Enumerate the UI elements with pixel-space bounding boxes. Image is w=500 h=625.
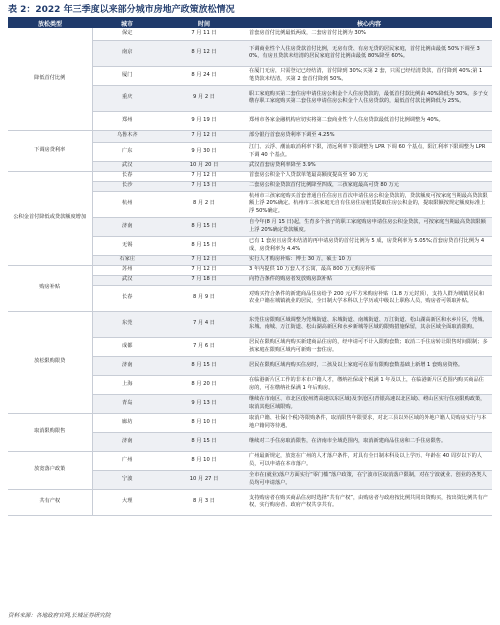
content-cell: 郑州市各家金融机构应切实将第二套商业性个人住房贷款最低首付比例调整为 40%。: [246, 111, 492, 130]
category-cell: 下调房贷利率: [8, 130, 92, 171]
date-cell: 8 月 15 日: [162, 356, 246, 375]
content-cell: 继续对二手住房取消限售，在济南市全域范围内，取消新建商品住房和二手住房限售。: [246, 432, 492, 451]
content-cell: 自今年(8 月 15 日)起，生育多个孩子的职工家庭购房申请住房公积金贷款，可按家庭当期最高贷款限额上浮 20%确定贷款额度。: [246, 217, 492, 236]
city-cell: 杭州: [92, 191, 162, 217]
table-row: [8, 265, 492, 275]
city-cell: 重庆: [92, 85, 162, 111]
date-cell: 7 月 18 日: [162, 275, 246, 285]
category-cell: 放松限购限贷: [8, 311, 92, 413]
header-date: 时间: [162, 18, 246, 28]
city-cell: 石家庄: [92, 255, 162, 265]
date-cell: 9 月 2 日: [162, 85, 246, 111]
date-cell: 8 月 10 日: [162, 413, 246, 432]
header-content: 核心内容: [246, 18, 492, 28]
city-cell: 苏州: [92, 265, 162, 275]
date-cell: 7 月 11 日: [162, 28, 246, 40]
category-cell: 购房补贴: [8, 265, 92, 311]
policy-table: [8, 18, 492, 516]
table-row: [8, 171, 492, 181]
date-cell: 8 月 9 日: [162, 285, 246, 311]
content-cell: 向符合条件的购房者发放购房款补贴: [246, 275, 492, 285]
date-cell: 8 月 15 日: [162, 217, 246, 236]
content-cell: 实行人才购房补贴：博士 30 万，硕士 10 万: [246, 255, 492, 265]
city-cell: 济南: [92, 432, 162, 451]
date-cell: 7 月 6 日: [162, 337, 246, 356]
city-cell: 长春: [92, 285, 162, 311]
city-cell: 宁波: [92, 470, 162, 489]
category-cell: 共有产权: [8, 489, 92, 515]
city-cell: 乌鲁木齐: [92, 130, 162, 142]
city-cell: 成都: [92, 337, 162, 356]
category-cell: 放宽落户政策: [8, 451, 92, 489]
content-cell: 对购买符合条件的新建商品住房给予 200 元/平方米购房补贴（1.8 万元封顶），支持人群为城镇居民和农业户籍在城镇就业的居民，全日制大学本科以上学历或中级以上职称人员，购房者可领取补贴。: [246, 285, 492, 311]
date-cell: 7 月 12 日: [162, 171, 246, 181]
content-cell: 职工家庭购买第二套住房申请住房公积金个人住房贷款的，最低首付款比例由 40%降低为 30%。多子女缴存职工家庭购买第二套住房申请住房公积金个人住房贷款的，最低首付款比例降低为 25%。: [246, 85, 492, 111]
date-cell: 7 月 13 日: [162, 181, 246, 191]
city-cell: 东莞: [92, 311, 162, 337]
date-cell: 7 月 12 日: [162, 255, 246, 265]
content-cell: 已有 1 套房且房贷未结清的再申请房贷的首付比例为 5 成，房贷利率为 5.05%;首套房贷首付比例为 4 成，房贷利率为 4.4%: [246, 236, 492, 255]
date-cell: 9 月 30 日: [162, 142, 246, 161]
date-cell: 9 月 13 日: [162, 394, 246, 413]
category-cell: 取消限购限售: [8, 413, 92, 451]
content-cell: 东莞住房限购区域调整为莞城街道、东城街道、南城街道、万江街道、松山湖高新区和水乡片区，莞城、东城、南城、万江街道、松山湖高新区和水乡新城等区域的限购措施保留，其余区域全面取消限购。: [246, 311, 492, 337]
content-cell: 江门、云浮、潮汕取消利率下限，清远利率下限调整为 LPR 下调 60 个基点，阳江利率下限调整为 LPR 下调 40 个基点。: [246, 142, 492, 161]
city-cell: 济南: [92, 356, 162, 375]
content-cell: 部分银行首套房贷利率下调至 4.25%: [246, 130, 492, 142]
content-cell: 首套房公积金个人贷款单笔最高额度提高至 90 万元: [246, 171, 492, 181]
category-cell: 公积金首付降低或贷款额度增加: [8, 171, 92, 265]
content-cell: 广州最新规定，放宽在广州的人才落户条件，对具有全日制本科及以上学历、年龄在 40 周岁以下的人员，可以申请在本市落户。: [246, 451, 492, 470]
date-cell: 8 月 10 日: [162, 451, 246, 470]
date-cell: 7 月 4 日: [162, 311, 246, 337]
date-cell: 10 月 27 日: [162, 470, 246, 489]
content-cell: 居民在限购区域内购买住房时，二孩及以上家庭可在原有限购套数基础上新增 1 套购房资格。: [246, 356, 492, 375]
content-cell: 取消户籍、社保(个税)等限购条件，取消限售年限要求，对北三县以外区域的外地户籍人员购房实行与本地户籍同等待遇。: [246, 413, 492, 432]
date-cell: 10 月 20 日: [162, 161, 246, 171]
city-cell: 廊坊: [92, 413, 162, 432]
date-cell: 8 月 24 日: [162, 66, 246, 85]
date-cell: 7 月 12 日: [162, 265, 246, 275]
city-cell: 济南: [92, 217, 162, 236]
date-cell: 8 月 2 日: [162, 191, 246, 217]
city-cell: 长春: [92, 171, 162, 181]
content-cell: 继续在市南区、市北区(胶州湾高速以东区域)及李沧区(青银高速以北区域)、崂山区实行住房限购政策，取消其他区域限购。: [246, 394, 492, 413]
content-cell: 全市在(就业)落户方面实行“零门槛”落户政策，在宁波市区取消落户限制，对在宁波就业、创业的各类人员均可申请落户。: [246, 470, 492, 489]
table-row: [8, 311, 492, 337]
content-cell: 首套房首付比例最低两成，二套房首付比例为 30%: [246, 28, 492, 40]
city-cell: 上海: [92, 375, 162, 394]
content-cell: 武汉首套房贷利率降至 3.9%: [246, 161, 492, 171]
city-cell: 大理: [92, 489, 162, 515]
content-cell: 居民在限购区域内购买新建商品住房的，经申请可不计入限购套数；取消二手住房转让限售时间限制；多孩家庭在限购区域内可新购一套住房。: [246, 337, 492, 356]
table-row: [8, 489, 492, 515]
city-cell: 青岛: [92, 394, 162, 413]
date-cell: 8 月 20 日: [162, 375, 246, 394]
city-cell: 南京: [92, 40, 162, 66]
date-cell: 8 月 3 日: [162, 489, 246, 515]
content-cell: 杭州市三孩家庭购买首套普通自住住房且首次申请住房公积金贷款的，贷款额度可按家庭当期最高贷款限额上浮 20%确定。杭州市三孩家庭无自有住房住房租赁提取住房公积金的，提取限额按规定额度标准上浮 50%确定。: [246, 191, 492, 217]
city-cell: 武汉: [92, 161, 162, 171]
content-cell: 在厦门无房，只需登记已经结清，首付降到 30%;买第 2 套，只需已经结清贷款，首付降到 40%;第 1 笔贷款未结清，买第 2 套首付降到 50%。: [246, 66, 492, 85]
content-cell: 支持购房者在购买商品住房时选择“共有产权”，由购房者与政府按比例共同出资购买，按出资比例共有产权，实行购房者、政府产权共享共有。: [246, 489, 492, 515]
city-cell: 广东: [92, 142, 162, 161]
table-row: [8, 28, 492, 40]
city-cell: 武汉: [92, 275, 162, 285]
table-row: [8, 451, 492, 470]
header-category: 放松类型: [8, 18, 92, 28]
city-cell: 广州: [92, 451, 162, 470]
date-cell: 9 月 19 日: [162, 111, 246, 130]
date-cell: 8 月 15 日: [162, 432, 246, 451]
table-header-row: [8, 18, 492, 28]
header-city: 城市: [92, 18, 162, 28]
city-cell: 无锡: [92, 236, 162, 255]
city-cell: 郑州: [92, 111, 162, 130]
content-cell: 下调商业性个人住房贷款首付比例，无房有贷、有房无贷的居民家庭，首付比例由最低 50%下调至 30%，有房且贷款未结清的居民家庭首付比例由最低 80%降至 60%。: [246, 40, 492, 66]
table-body: [8, 28, 492, 515]
city-cell: 厦门: [92, 66, 162, 85]
content-cell: 在临港新片区工作的非本市户籍人才，缴纳社保或个税满 1 年及以上，在临港新片区范围内购买商品住房的，可在缴纳社保满 1 年后购房。: [246, 375, 492, 394]
city-cell: 长沙: [92, 181, 162, 191]
content-cell: 3 年内提供 10 万套人才公寓，最高 800 万元购房补贴: [246, 265, 492, 275]
table-row: [8, 413, 492, 432]
date-cell: 7 月 12 日: [162, 130, 246, 142]
content-cell: 二套房公积金贷款首付比例降至四成，三孩家庭最高可贷 80 万元: [246, 181, 492, 191]
category-cell: 降低首付比例: [8, 28, 92, 130]
table-title: 表 2：2022 年三季度以来部分城市房地产政策放松情况: [8, 4, 492, 18]
date-cell: 8 月 15 日: [162, 236, 246, 255]
source-note: 资料来源：各地政府官网,长城证券研究院: [8, 613, 111, 619]
table-row: [8, 130, 492, 142]
date-cell: 8 月 12 日: [162, 40, 246, 66]
city-cell: 保定: [92, 28, 162, 40]
